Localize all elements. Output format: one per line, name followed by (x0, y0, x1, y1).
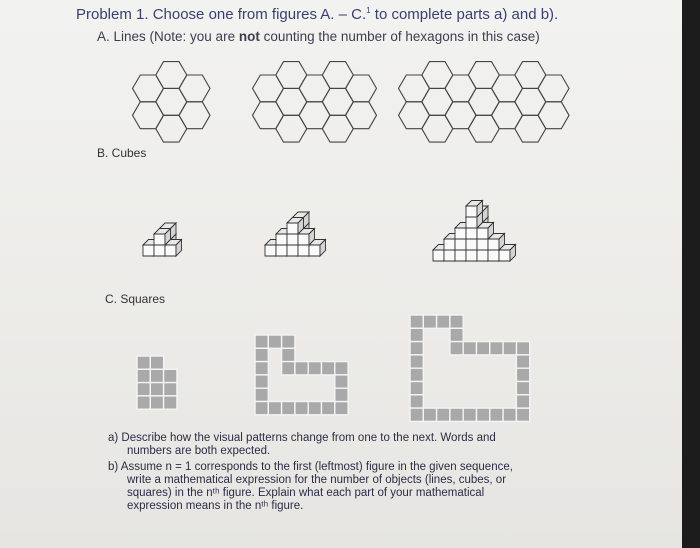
grid-square (516, 342, 529, 355)
hexagon-cell (422, 88, 453, 115)
cube-front (477, 250, 488, 261)
cube-figure-2 (265, 212, 326, 256)
grid-square (164, 383, 177, 396)
cube (154, 229, 171, 246)
cube-front (298, 245, 309, 256)
section-c-label: C. Squares (105, 292, 166, 306)
grid-square (437, 315, 450, 328)
question-b-line-1: b) Assume n = 1 corresponds to the first (leftmost) figure in the given sequence, (108, 461, 513, 473)
cube-front (287, 234, 298, 245)
hexagon-cell (445, 75, 476, 102)
section-b-label: B. Cubes (97, 146, 147, 160)
hexagon-cell (346, 75, 377, 102)
cube-front (309, 245, 320, 256)
grid-square (490, 408, 503, 421)
grid-square (282, 362, 295, 375)
hexagon-figures (133, 62, 570, 143)
grid-square (255, 388, 268, 401)
grid-square (450, 315, 463, 328)
hexagon-cell (299, 102, 330, 129)
hexagon-cell (515, 88, 546, 115)
grid-square (150, 356, 163, 369)
cube-front (165, 245, 176, 256)
hexagon-figure-1 (133, 62, 211, 143)
square-figure-2 (255, 335, 348, 415)
grid-square (282, 402, 295, 415)
grid-square (410, 368, 423, 381)
cube-front (444, 250, 455, 261)
hexagon-figure-2 (253, 62, 377, 143)
cube-front (488, 250, 499, 261)
grid-square (150, 369, 163, 382)
square-figure-1 (137, 356, 177, 409)
grid-square (516, 408, 529, 421)
question-b-line-3: squares) in the nᵗʰ figure. Explain what each part of your mathematical (127, 487, 485, 499)
grid-square (150, 383, 163, 396)
cube-figure-1 (143, 223, 182, 256)
hexagon-cell (515, 62, 546, 89)
footnote-marker: 1 (366, 6, 371, 15)
square-figures (137, 315, 530, 421)
hexagon-cell (445, 102, 476, 129)
grid-square (463, 408, 476, 421)
cube-front (477, 239, 488, 250)
cube (287, 218, 304, 235)
grid-square (308, 362, 321, 375)
cube-front (433, 250, 444, 261)
grid-square (268, 402, 281, 415)
square-figure-3 (410, 315, 530, 421)
grid-square (295, 402, 308, 415)
cube-front (287, 245, 298, 256)
cube-front (466, 228, 477, 239)
hexagon-cell (156, 62, 187, 89)
cube-front (455, 239, 466, 250)
cube-front (477, 228, 488, 239)
cube-front (488, 239, 499, 250)
grid-square (137, 356, 150, 369)
question-b (108, 461, 513, 513)
hexagon-cell (422, 115, 453, 142)
grid-square (137, 383, 150, 396)
grid-square (150, 396, 163, 409)
grid-square (477, 408, 490, 421)
cube-front (276, 234, 287, 245)
hexagon-cell (322, 62, 353, 89)
question-a-line-2: numbers are both expected. (127, 445, 271, 457)
hexagon-cell (322, 115, 353, 142)
hexagon-cell (422, 62, 453, 89)
hexagon-cell (276, 88, 307, 115)
hexagon-cell (492, 75, 523, 102)
cube-front (466, 239, 477, 250)
cube-front (466, 250, 477, 261)
grid-square (322, 402, 335, 415)
grid-square (516, 355, 529, 368)
question-b-line-2: write a mathematical expression for the number of objects (lines, cubes, or (127, 474, 507, 486)
cube-front (276, 245, 287, 256)
cube-front (287, 223, 298, 234)
cube-front (455, 228, 466, 239)
grid-square (335, 388, 348, 401)
grid-square (503, 408, 516, 421)
hexagon-cell (133, 102, 164, 129)
section-a-label-bold: not (238, 29, 260, 44)
grid-square (490, 342, 503, 355)
section-a-label-start: A. Lines (Note: you are (97, 29, 239, 44)
grid-square (137, 396, 150, 409)
hexagon-cell (492, 102, 523, 129)
grid-square (410, 315, 423, 328)
section-a-label-end: counting the number of hexagons in this case) (259, 29, 540, 44)
question-b-line-4: expression means in the nᵗʰ figure. (127, 500, 304, 512)
grid-square (410, 328, 423, 341)
hexagon-cell (515, 115, 546, 142)
cube-front (444, 239, 455, 250)
grid-square (322, 362, 335, 375)
hexagon-cell (468, 88, 499, 115)
grid-square (410, 342, 423, 355)
hexagon-cell (179, 102, 210, 129)
grid-square (437, 408, 450, 421)
hexagon-cell (179, 75, 210, 102)
grid-square (516, 382, 529, 395)
grid-square (268, 335, 281, 348)
hexagon-cell (322, 88, 353, 115)
hexagon-cell (346, 102, 377, 129)
hexagon-cell (399, 75, 430, 102)
grid-square (410, 395, 423, 408)
hexagon-cell (299, 75, 330, 102)
cube (466, 201, 483, 218)
cube-front (455, 250, 466, 261)
hexagon-cell (253, 75, 284, 102)
grid-square (255, 362, 268, 375)
hexagon-cell (399, 102, 430, 129)
hexagon-cell (276, 62, 307, 89)
grid-square (255, 348, 268, 361)
grid-square (335, 362, 348, 375)
grid-square (516, 395, 529, 408)
grid-square (463, 342, 476, 355)
grid-square (450, 342, 463, 355)
cube-figure-3 (433, 201, 516, 262)
grid-square (164, 369, 177, 382)
grid-square (255, 375, 268, 388)
cube-figures (143, 201, 516, 262)
hexagon-cell (156, 115, 187, 142)
question-a-line-1: a) Describe how the visual patterns change from one to the next. Words and (108, 432, 496, 444)
grid-square (308, 402, 321, 415)
grid-square (410, 355, 423, 368)
grid-square (477, 342, 490, 355)
grid-square (295, 362, 308, 375)
question-a (108, 432, 496, 458)
grid-square (282, 348, 295, 361)
hexagon-figure-3 (399, 62, 570, 143)
grid-square (164, 396, 177, 409)
grid-square (410, 382, 423, 395)
cube-front (499, 250, 510, 261)
hexagon-cell (133, 75, 164, 102)
grid-square (410, 408, 423, 421)
cube-front (154, 245, 165, 256)
grid-square (450, 408, 463, 421)
grid-square (450, 328, 463, 341)
grid-square (255, 335, 268, 348)
grid-square (423, 315, 436, 328)
grid-square (282, 335, 295, 348)
cube-front (466, 206, 477, 217)
hexagon-cell (276, 115, 307, 142)
cube-front (298, 234, 309, 245)
cube-front (265, 245, 276, 256)
grid-square (423, 408, 436, 421)
hexagon-cell (538, 102, 569, 129)
cube-front (154, 234, 165, 245)
title-text-end: to complete parts a) and b). (370, 6, 559, 23)
hexagon-cell (156, 88, 187, 115)
grid-square (503, 342, 516, 355)
cube-front (466, 217, 477, 228)
hexagon-cell (253, 102, 284, 129)
grid-square (137, 369, 150, 382)
hexagon-cell (468, 115, 499, 142)
cube-front (143, 245, 154, 256)
title-text: Problem 1. Choose one from figures A. – C. (76, 6, 367, 23)
grid-square (335, 402, 348, 415)
hexagon-cell (538, 75, 569, 102)
grid-square (255, 402, 268, 415)
grid-square (335, 375, 348, 388)
hexagon-cell (468, 62, 499, 89)
grid-square (516, 368, 529, 381)
